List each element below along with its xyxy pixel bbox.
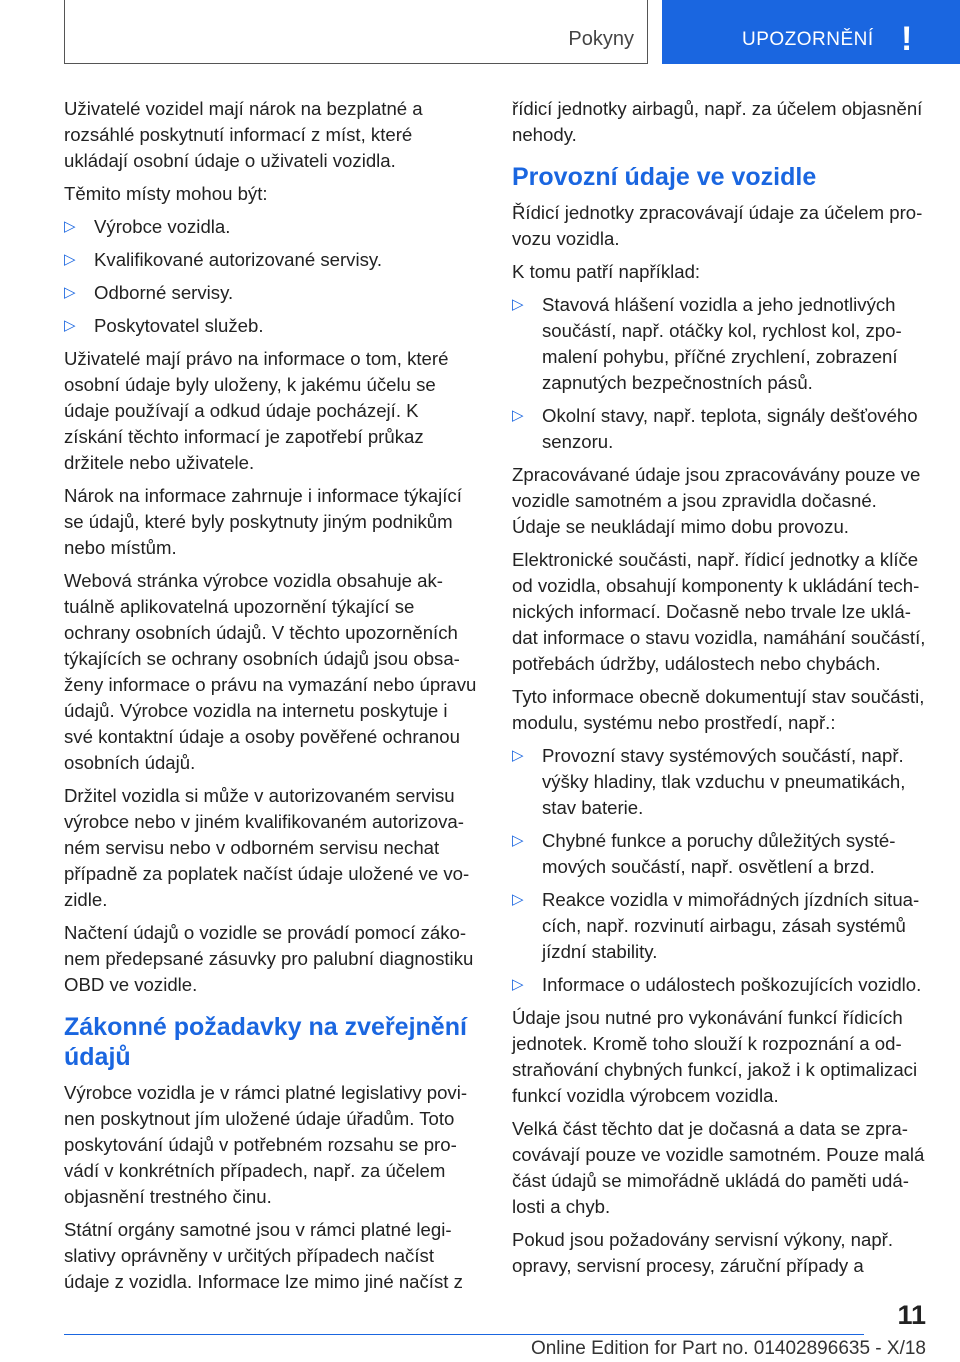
triangle-bullet-icon: ▷: [512, 407, 524, 424]
triangle-bullet-icon: ▷: [512, 976, 524, 993]
list-item: ▷ Chybné funkce a poruchy důležitých systémových součástí, např. osvětlení a brzd.: [512, 830, 896, 877]
paragraph: Řídicí jednotky zpracovávají údaje za účelem provozu vozidla.: [512, 202, 923, 249]
section-heading: Provozní údaje ve vozidle: [512, 163, 817, 191]
triangle-bullet-icon: ▷: [512, 832, 524, 849]
paragraph: Elektronické součásti, např. řídicí jednotky a klíče od vozidla, obsahují komponenty k ukládání technických informací. Dočasně nebo trvale lze ukládat informace o stavu vozidla, namáhání součástí, potřebách údržby, událostech nebo chybách.: [512, 549, 926, 674]
list-item: ▷ Kvalifikované autorizované servisy.: [64, 247, 478, 273]
paragraph: Státní orgány samotné jsou v rámci platné legislativy oprávněny v určitých případech načíst údaje z vozidla. Informace lze mimo jiné načíst z: [64, 1219, 463, 1292]
paragraph: řídicí jednotky airbagů, např. za účelem objasnění nehody.: [512, 98, 923, 145]
bullet-list: [64, 214, 478, 339]
paragraph: Uživatelé mají právo na informace o tom, které osobní údaje byly uloženy, k jakému účelu se údaje používají a odkud údaje pocházejí. K získání těchto informací je zapotřebí průkaz držitele nebo uživatele.: [64, 348, 449, 473]
exclamation-icon: !: [901, 20, 913, 58]
header-warning-tab: [662, 0, 960, 64]
triangle-bullet-icon: ▷: [64, 284, 76, 301]
header-section-title: Pokyny: [568, 28, 634, 50]
list-item: ▷ Stavová hlášení vozidla a jeho jednotlivých součástí, např. otáčky kol, rychlost kol, zpomalení pohybu, příčné zrychlení, zobrazení zapnutých bezpečnostních pásů.: [512, 294, 902, 393]
paragraph: Údaje jsou nutné pro vykonávání funkcí řídicích jednotek. Kromě toho slouží k rozpoznání a odstraňování chybných funkcí, jakož i k optimalizaci funkcí vozidla výrobcem vozidla.: [512, 1007, 918, 1106]
paragraph: Velká část těchto dat je dočasná a data se zpracovávají pouze ve vozidle samotném. Pouze malá část údajů se mimořádně ukládá do paměti události a chyb.: [512, 1118, 925, 1217]
paragraph: Webová stránka výrobce vozidla obsahuje aktuálně aplikovatelná upozornění týkající se ochrany osobních údajů. V těchto upozorněních týkajících se ochrany osobních údajů jsou obsaženy informace o právu na vymazání nebo úpravu údajů. Výrobce vozidla na internetu poskytuje i své kontaktní údaje a osoby pověřené ochranou osobních údajů.: [64, 570, 477, 773]
paragraph: Těmito místy mohou být:: [64, 183, 268, 204]
list-item: ▷ Provozní stavy systémových součástí, např. výšky hladiny, tlak vzduchu v pneumatikách, stav baterie.: [512, 745, 906, 818]
left-column: [64, 96, 478, 1302]
triangle-bullet-icon: ▷: [512, 296, 524, 313]
page-number: 11: [897, 1300, 926, 1330]
header-frame: [64, 0, 648, 64]
paragraph: K tomu patří například:: [512, 261, 701, 282]
paragraph: Nárok na informace zahrnuje i informace týkající se údajů, které byly poskytnuty jiným podnikům nebo místům.: [64, 485, 462, 558]
bullet-list: [512, 743, 928, 998]
paragraph: Držitel vozidla si může v autorizovaném servisu výrobce nebo v jiném kvalifikovaném autorizovaném servisu nebo v odborném servisu nechat případně za poplatek načíst údaje uložené ve vozidle.: [64, 785, 470, 910]
footer-divider: [64, 1334, 864, 1335]
list-item: ▷ Poskytovatel služeb.: [64, 313, 478, 339]
footer-edition: Online Edition for Part no. 01402896635 - X/18: [530, 1338, 926, 1359]
list-item: ▷ Reakce vozidla v mimořádných jízdních situacích, např. rozvinutí airbagu, zásah systémů jízdní stability.: [512, 889, 920, 962]
paragraph: Výrobce vozidla je v rámci platné legislativy povinen poskytnout jím uložené údaje úřadům. Toto poskytování údajů v potřebném rozsahu se provádí v konkrétních případech, např. za účelem objasnění trestného činu.: [64, 1082, 468, 1207]
paragraph: Uživatelé vozidel mají nárok na bezplatné a rozsáhlé poskytnutí informací z míst, které ukládají osobní údaje o uživateli vozidla.: [64, 98, 423, 171]
right-column: [512, 96, 928, 1286]
paragraph: Tyto informace obecně dokumentují stav součásti, modulu, systému nebo prostředí, např.:: [512, 686, 925, 733]
header-warning-label: UPOZORNĚNÍ: [742, 29, 874, 50]
list-item: ▷ Informace o událostech poškozujících vozidlo.: [512, 972, 928, 998]
paragraph: Načtení údajů o vozidle se provádí pomocí zákonem předepsané zásuvky pro palubní diagnostiku OBD ve vozidle.: [64, 922, 474, 995]
triangle-bullet-icon: ▷: [512, 891, 524, 908]
list-item: ▷ Okolní stavy, např. teplota, signály dešťového senzoru.: [512, 405, 918, 452]
list-item: ▷ Odborné servisy.: [64, 280, 478, 306]
triangle-bullet-icon: ▷: [64, 251, 76, 268]
triangle-bullet-icon: ▷: [512, 747, 524, 764]
paragraph: Zpracovávané údaje jsou zpracovávány pouze ve vozidle samotném a jsou zpravidla dočasné. Údaje se neukládají mimo dobu provozu.: [512, 464, 921, 537]
triangle-bullet-icon: ▷: [64, 218, 76, 235]
paragraph: Pokud jsou požadovány servisní výkony, např. opravy, servisní procesy, záruční případy a: [512, 1229, 894, 1276]
triangle-bullet-icon: ▷: [64, 317, 76, 334]
bullet-list: [512, 292, 928, 455]
list-item: ▷ Výrobce vozidla.: [64, 214, 478, 240]
section-heading: Zákonné požadavky na zveřejnění údajů: [64, 1013, 467, 1071]
